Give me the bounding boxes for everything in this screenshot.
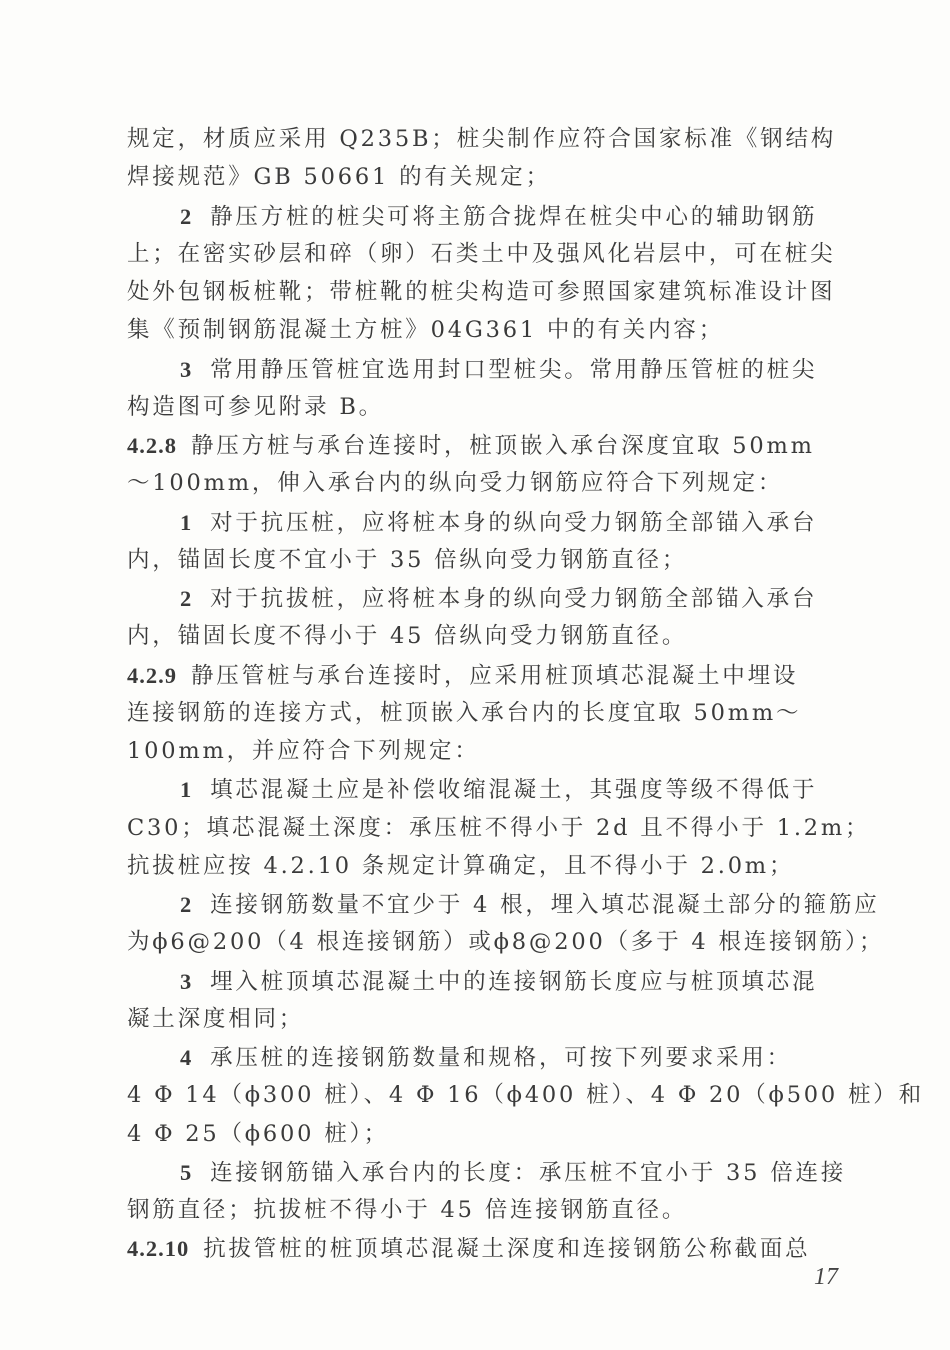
line-text: 内，锚固长度不得小于 45 倍纵向受力钢筋直径。: [127, 623, 688, 650]
item-line: [180, 1041, 792, 1075]
line-text: 凝土深度相同；: [127, 1005, 305, 1032]
line-text: C30；填芯混凝土深度：承压桩不得小于 2d 且不得小于 1.2m；: [127, 814, 871, 841]
text-line: [127, 161, 551, 194]
line-text: 钢筋直径；抗拔桩不得小于 45 倍连接钢筋直径。: [127, 1197, 688, 1223]
item-number: 3: [180, 968, 195, 994]
line-text: 处外包钢板桩靴；带桩靴的桩尖构造可参照国家建筑标准设计图: [127, 279, 836, 305]
line-text: 埋入桩顶填芯混凝土中的连接钢筋长度应与桩顶填芯混: [210, 968, 818, 995]
line-text: 焊接规范》GB 50661 的有关规定；: [127, 164, 551, 191]
line-text: 承压桩的连接钢筋数量和规格，可按下列要求采用：: [210, 1045, 792, 1071]
line-text: ～100mm，伸入承台内的纵向受力钢筋应符合下列规定：: [127, 470, 784, 497]
text-line: [127, 1003, 304, 1036]
clause-number: 4.2.8: [127, 433, 177, 458]
text-line: [127, 620, 687, 653]
line-text: 上；在密实砂层和碎（卵）石类土中及强风化岩层中，可在桩尖: [127, 240, 836, 267]
text-line: [127, 1079, 924, 1112]
line-text: 内，锚固长度不宜小于 35 倍纵向受力钢筋直径；: [127, 546, 688, 573]
item-line: [180, 582, 817, 616]
line-text: 填芯混凝土应是补偿收缩混凝土，其强度等级不得低于: [210, 777, 818, 804]
clause-line: [127, 429, 815, 463]
item-line: [180, 353, 817, 387]
item-line: [180, 888, 880, 922]
clause-number: 4.2.10: [127, 1236, 190, 1262]
line-text: 抗拔桩应按 4.2.10 条规定计算确定，且不得小于 2.0m；: [127, 852, 795, 879]
line-text: 连接钢筋的连接方式，桩顶嵌入承台内的长度宜取 50mm～: [127, 699, 802, 726]
item-line: [180, 200, 817, 234]
line-text: 集《预制钢筋混凝土方桩》04G361 中的有关内容；: [127, 317, 725, 344]
line-text: 100mm，并应符合下列规定：: [127, 738, 480, 764]
text-line: [127, 467, 783, 500]
item-number: 2: [180, 892, 195, 917]
item-line: [180, 1156, 846, 1190]
item-line: [180, 773, 817, 807]
item-line: [180, 965, 817, 999]
item-number: 2: [180, 586, 195, 611]
item-number: 1: [180, 509, 195, 535]
text-line: [127, 735, 480, 768]
item-number: 3: [180, 356, 195, 382]
line-text: 静压管桩与承台连接时，应采用桩顶填芯混凝土中埋设: [191, 662, 799, 689]
line-text: 连接钢筋数量不宜少于 4 根，埋入填芯混凝土部分的箍筋应: [210, 892, 880, 918]
line-text: 静压方桩的桩尖可将主筋合拢焊在桩尖中心的辅助钢筋: [210, 203, 818, 230]
text-line: [127, 238, 835, 271]
line-text: 为ϕ6@200（4 根连接钢筋）或ϕ8@200（多于 4 根连接钢筋）；: [127, 929, 885, 956]
text-line: [127, 123, 836, 156]
text-line: [127, 697, 801, 730]
line-text: 4 Φ 25（ϕ600 桩）；: [127, 1120, 389, 1147]
line-text: 对于抗压桩，应将桩本身的纵向受力钢筋全部锚入承台: [210, 509, 818, 536]
text-line: [127, 314, 724, 347]
item-number: 5: [180, 1159, 195, 1185]
line-text: 构造图可参见附录 B。: [127, 393, 384, 420]
clause-number: 4.2.9: [127, 662, 177, 688]
line-text: 静压方桩与承台连接时，桩顶嵌入承台深度宜取 50mm: [191, 433, 815, 459]
clause-line: [127, 659, 798, 693]
line-text: 对于抗拔桩，应将桩本身的纵向受力钢筋全部锚入承台: [210, 586, 818, 612]
text-line: [127, 1194, 687, 1227]
text-line: [127, 276, 835, 309]
line-text: 抗拔管桩的桩顶填芯混凝土深度和连接钢筋公称截面总: [203, 1236, 811, 1263]
item-number: 4: [180, 1045, 195, 1070]
text-line: [127, 926, 884, 959]
text-line: [127, 1118, 389, 1151]
line-text: 连接钢筋锚入承台内的长度：承压桩不宜小于 35 倍连接: [210, 1159, 847, 1186]
page-number: 17: [814, 1264, 838, 1290]
line-text: 4 Φ 14（ϕ300 桩）、4 Φ 16（ϕ400 桩）、4 Φ 20（ϕ500 桩）和: [127, 1082, 924, 1109]
text-line: [127, 544, 687, 577]
item-number: 1: [180, 777, 195, 803]
line-text: 规定，材质应采用 Q235B；桩尖制作应符合国家标准《钢结构: [127, 126, 837, 152]
text-line: [127, 391, 384, 424]
item-line: [180, 506, 817, 540]
line-text: 常用静压管桩宜选用封口型桩尖。常用静压管桩的桩尖: [210, 356, 818, 383]
text-line: [127, 812, 870, 845]
text-line: [127, 850, 794, 883]
clause-line: [127, 1232, 810, 1266]
item-number: 2: [180, 203, 195, 229]
